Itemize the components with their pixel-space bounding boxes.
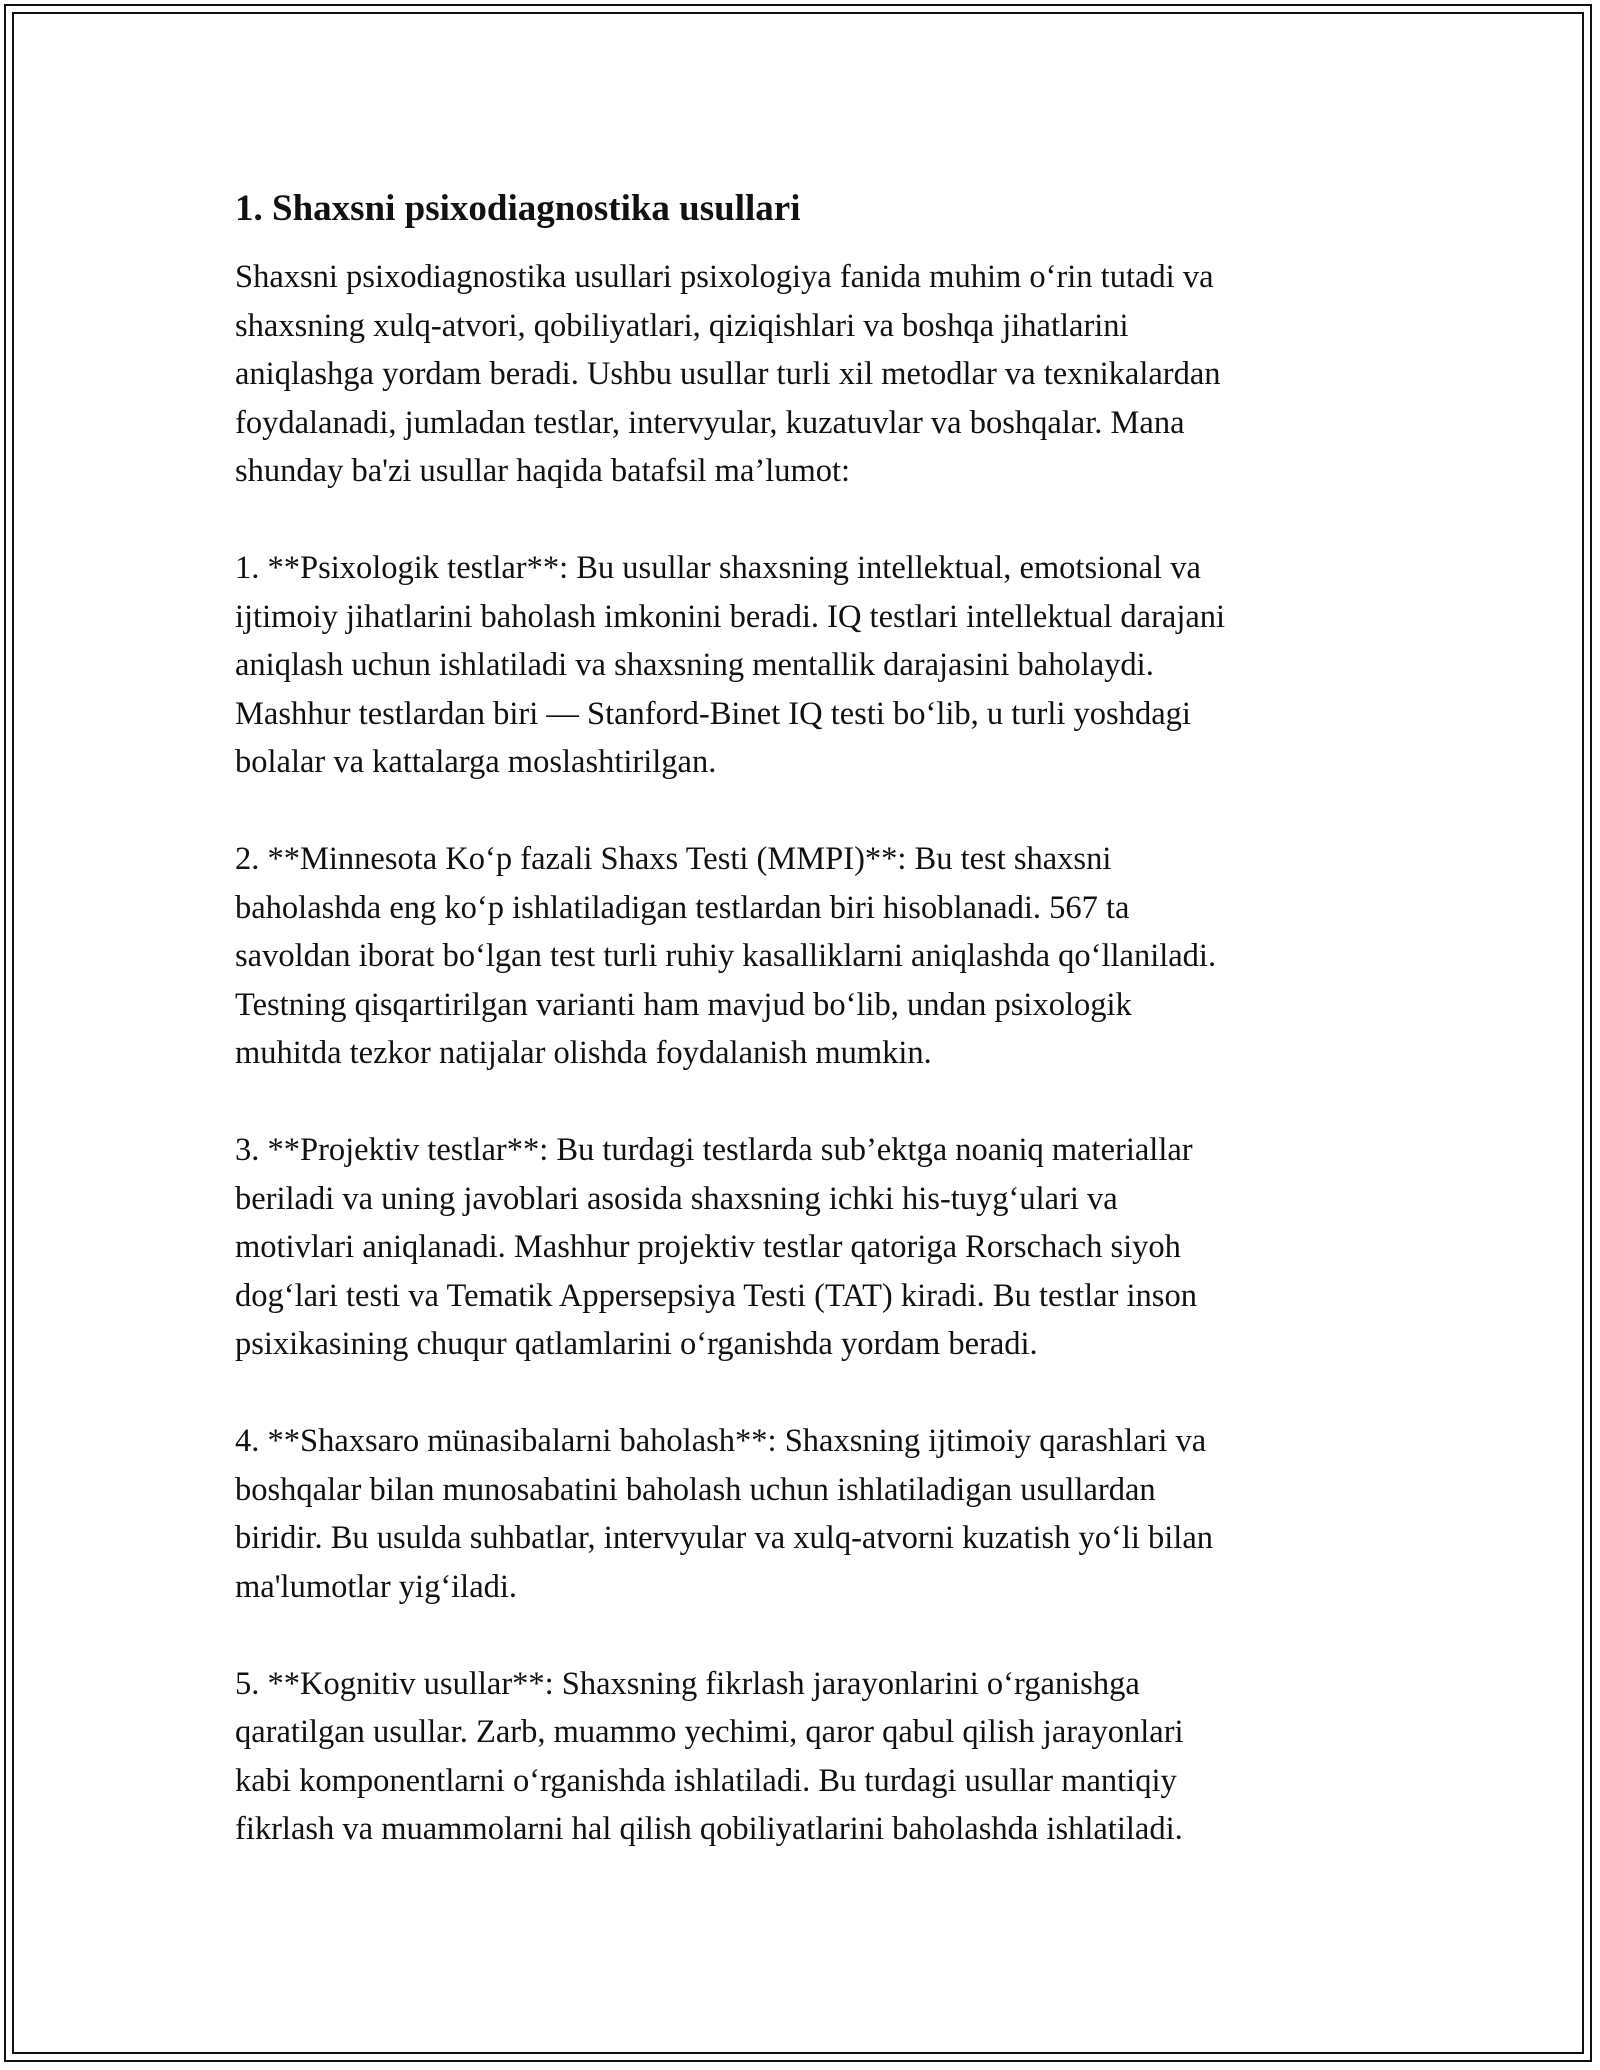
text-line: 2. **Minnesota Ko‘p fazali Shaxs Testi (MMPI)**: Bu test shaxsni	[235, 841, 1112, 877]
text-line: savoldan iborat bo‘lgan test turli ruhiy kasalliklarni aniqlashda qo‘llaniladi.	[235, 938, 1217, 974]
text-line: Testning qisqartirilgan varianti ham mavjud bo‘lib, undan psixologik	[235, 986, 1132, 1023]
text-line: beriladi va uning javoblari asosida shaxsning ichki his-tuyg‘ulari va	[235, 1180, 1118, 1217]
text-line: kabi komponentlarni o‘rganishda ishlatiladi. Bu turdagi usullar mantiqiy	[235, 1762, 1177, 1799]
text-line: boshqalar bilan munosabatini baholash uchun ishlatiladigan usullardan	[235, 1471, 1156, 1508]
document-body	[235, 185, 1385, 1854]
text-line: muhitda tezkor natijalar olishda foydalanish mumkin.	[235, 1035, 932, 1071]
text-line: motivlari aniqlanadi. Mashhur projektiv testlar qatoriga Rorschach siyoh	[235, 1229, 1181, 1265]
paragraph-item-3	[235, 1126, 1385, 1369]
text-line: shaxsning xulq-atvori, qobiliyatlari, qiziqishlari va boshqa jihatlarini	[235, 307, 1129, 344]
text-line: 5. **Kognitiv usullar**: Shaxsning fikrlash jarayonlarini o‘rganishga	[235, 1665, 1140, 1702]
text-line: ma'lumotlar yig‘iladi.	[235, 1568, 518, 1605]
paragraph-item-5	[235, 1660, 1385, 1854]
text-line: baholashda eng ko‘p ishlatiladigan testlardan biri hisoblanadi. 567 ta	[235, 889, 1130, 926]
text-line: fikrlash va muammolarni hal qilish qobiliyatlarini baholashda ishlatiladi.	[235, 1811, 1183, 1847]
paragraph-item-4	[235, 1417, 1385, 1611]
text-line: 1. **Psixologik testlar**: Bu usullar shaxsning intellektual, emotsional va	[235, 550, 1201, 586]
text-line: bolalar va kattalarga moslashtirilgan.	[235, 744, 717, 780]
text-line: biridir. Bu usulda suhbatlar, intervyular va xulq-atvorni kuzatish yo‘li bilan	[235, 1520, 1214, 1556]
text-line: dog‘lari testi va Tematik Appersepsiya Testi (TAT) kiradi. Bu testlar inson	[235, 1277, 1197, 1314]
text-line: Mashhur testlardan biri — Stanford-Binet IQ testi bo‘lib, u turli yoshdagi	[235, 695, 1191, 732]
text-line: aniqlash uchun ishlatiladi va shaxsning mentallik darajasini baholaydi.	[235, 647, 1154, 683]
text-line: Shaxsni psixodiagnostika usullari psixologiya fanida muhim o‘rin tutadi va	[235, 259, 1214, 295]
paragraph-intro	[235, 253, 1385, 496]
text-line: aniqlashga yordam beradi. Ushbu usullar turli xil metodlar va texnikalardan	[235, 356, 1221, 392]
text-line: 4. **Shaxsaro münasibalarni baholash**: Shaxsning ijtimoiy qarashlari va	[235, 1423, 1207, 1459]
paragraph-item-2	[235, 835, 1385, 1078]
text-line: psixikasining chuqur qatlamlarini o‘rganishda yordam beradi.	[235, 1326, 1038, 1362]
text-line: shunday ba'zi usullar haqida batafsil ma’lumot:	[235, 453, 851, 489]
document-title: 1. Shaxsni psixodiagnostika usullari	[235, 188, 801, 229]
text-line: qaratilgan usullar. Zarb, muammo yechimi, qaror qabul qilish jarayonlari	[235, 1714, 1184, 1750]
text-line: foydalanadi, jumladan testlar, intervyular, kuzatuvlar va boshqalar. Mana	[235, 404, 1185, 441]
paragraph-item-1	[235, 544, 1385, 787]
text-line: 3. **Projektiv testlar**: Bu turdagi testlarda sub’ektga noaniq materiallar	[235, 1132, 1193, 1168]
text-line: ijtimoiy jihatlarini baholash imkonini beradi. IQ testlari intellektual darajani	[235, 598, 1226, 635]
